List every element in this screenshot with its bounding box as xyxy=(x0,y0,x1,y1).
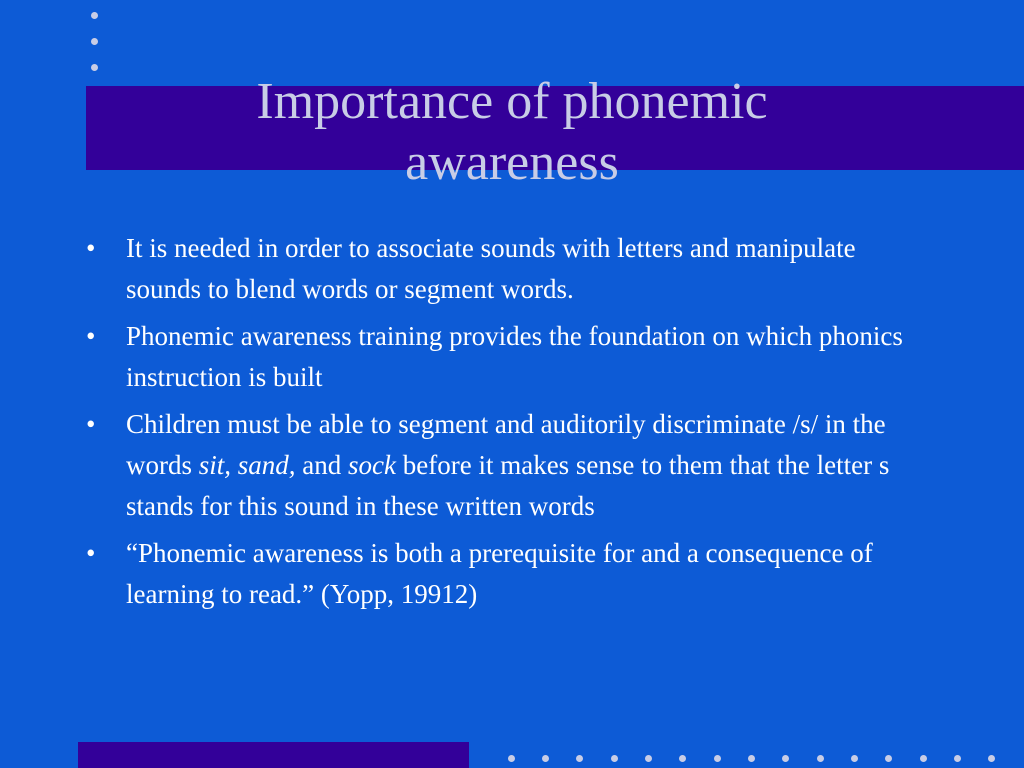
decor-dot xyxy=(679,755,686,762)
bottom-dot-row xyxy=(508,755,998,763)
decor-dot xyxy=(611,755,618,762)
decor-dot xyxy=(851,755,858,762)
decor-dot xyxy=(91,12,98,19)
bullet-text-part: Children must be able to segment and auditorily discriminate /s/ in the words xyxy=(126,409,886,480)
bullet-item xyxy=(86,316,926,398)
bullet-text: It is needed in order to associate sounds with letters and manipulate sounds to blend words or segment words. xyxy=(126,233,856,304)
bullet-text: “Phonemic awareness is both a prerequisite for and a consequence of learning to read.” (Yopp, 19912) xyxy=(126,538,873,609)
left-dot-column xyxy=(91,12,99,76)
decor-dot xyxy=(714,755,721,762)
bullet-marker: • xyxy=(86,321,96,351)
bullet-marker: • xyxy=(86,538,96,568)
decor-dot xyxy=(817,755,824,762)
decor-dot xyxy=(576,755,583,762)
bullet-italic-word: sock xyxy=(348,450,396,480)
bullet-italic-words: sit, sand, xyxy=(198,450,296,480)
decor-dot xyxy=(748,755,755,762)
bullet-list xyxy=(86,228,926,621)
bullet-marker: • xyxy=(86,409,96,439)
bullet-text-part: before it makes sense to them that the letter s stands for this sound in these written words xyxy=(126,450,890,521)
decor-dot xyxy=(91,38,98,45)
decor-dot xyxy=(782,755,789,762)
footer-band xyxy=(78,742,469,768)
decor-dot xyxy=(954,755,961,762)
bullet-item xyxy=(86,404,926,527)
decor-dot xyxy=(988,755,995,762)
decor-dot xyxy=(645,755,652,762)
decor-dot xyxy=(91,64,98,71)
decor-dot xyxy=(542,755,549,762)
decor-dot xyxy=(920,755,927,762)
bullet-text: Phonemic awareness training provides the foundation on which phonics instruction is built xyxy=(126,321,903,392)
decor-dot xyxy=(885,755,892,762)
slide-title: Importance of phonemic awareness xyxy=(256,73,768,191)
bullet-item xyxy=(86,228,926,310)
bullet-item xyxy=(86,533,926,615)
bullet-marker: • xyxy=(86,233,96,263)
bullet-text-part: and xyxy=(295,450,349,480)
decor-dot xyxy=(508,755,515,762)
